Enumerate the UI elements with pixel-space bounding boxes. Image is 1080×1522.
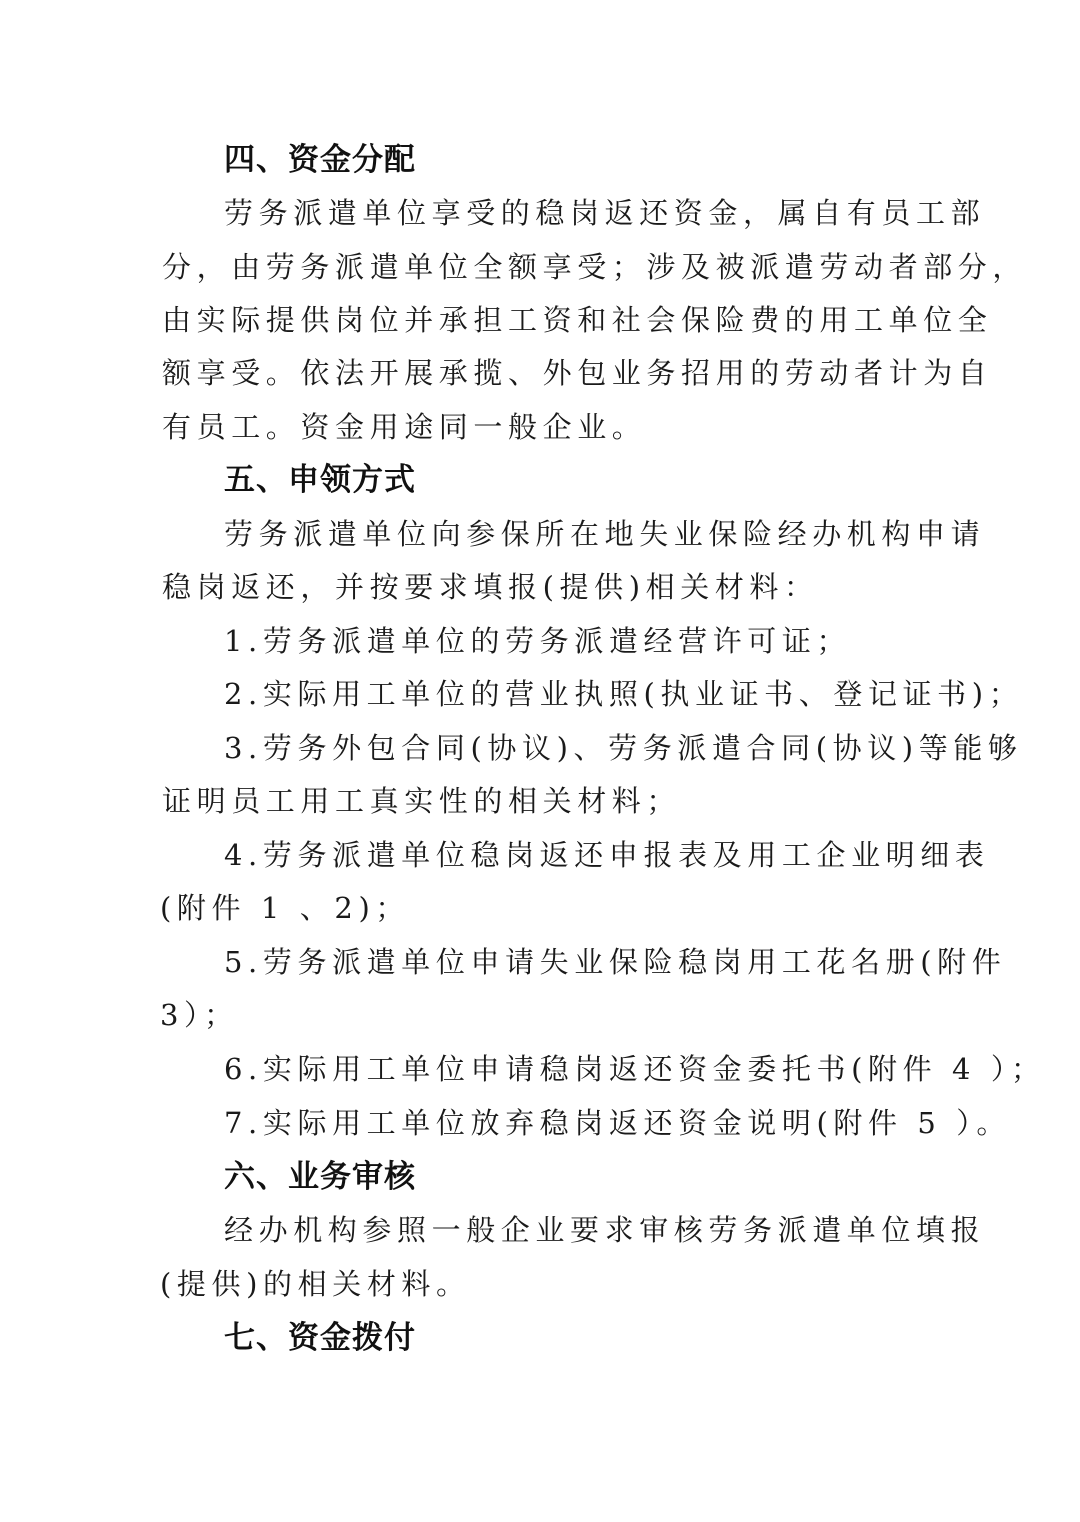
list-item: 5.劳务派遣单位申请失业保险稳岗用工花名册(附件 — [224, 945, 1007, 979]
paragraph-line: 经办机构参照一般企业要求审核劳务派遣单位填报 — [224, 1213, 986, 1247]
section-heading-5: 五、申领方式 — [224, 462, 416, 498]
list-item-continuation: (附件 1 、2)； — [160, 891, 410, 925]
list-item-continuation: 3）； — [160, 998, 239, 1032]
paragraph-line: 稳岗返还，并按要求填报(提供)相关材料： — [162, 570, 819, 604]
paragraph-line: 劳务派遣单位向参保所在地失业保险经办机构申请 — [224, 517, 986, 551]
paragraph-line: 额享受。依法开展承揽、外包业务招用的劳动者计为自 — [162, 356, 993, 390]
list-item: 4.劳务派遣单位稳岗返还申报表及用工企业明细表 — [224, 838, 990, 872]
section-heading-7: 七、资金拨付 — [224, 1320, 416, 1356]
list-item-continuation: 证明员工用工真实性的相关材料； — [162, 784, 682, 818]
paragraph-line: 由实际提供岗位并承担工资和社会保险费的用工单位全 — [162, 303, 993, 337]
list-item: 2.实际用工单位的营业执照(执业证书、登记证书)； — [224, 677, 1024, 711]
paragraph-line: 有员工。资金用途同一般企业。 — [162, 410, 647, 444]
paragraph-line: 劳务派遣单位享受的稳岗返还资金，属自有员工部 — [224, 196, 986, 230]
section-heading-6: 六、业务审核 — [224, 1159, 416, 1195]
list-item: 6.实际用工单位申请稳岗返还资金委托书(附件 4 ）； — [224, 1052, 1046, 1086]
list-item: 3.劳务外包合同(协议)、劳务派遣合同(协议)等能够 — [224, 731, 1023, 765]
list-item: 7.实际用工单位放弃稳岗返还资金说明(附件 5 ）。 — [224, 1106, 1011, 1140]
paragraph-line: 分，由劳务派遣单位全额享受；涉及被派遣劳动者部分， — [162, 250, 1028, 284]
list-item: 1.劳务派遣单位的劳务派遣经营许可证； — [224, 624, 852, 658]
paragraph-line: (提供)的相关材料。 — [160, 1267, 471, 1301]
section-heading-4: 四、资金分配 — [224, 142, 416, 178]
